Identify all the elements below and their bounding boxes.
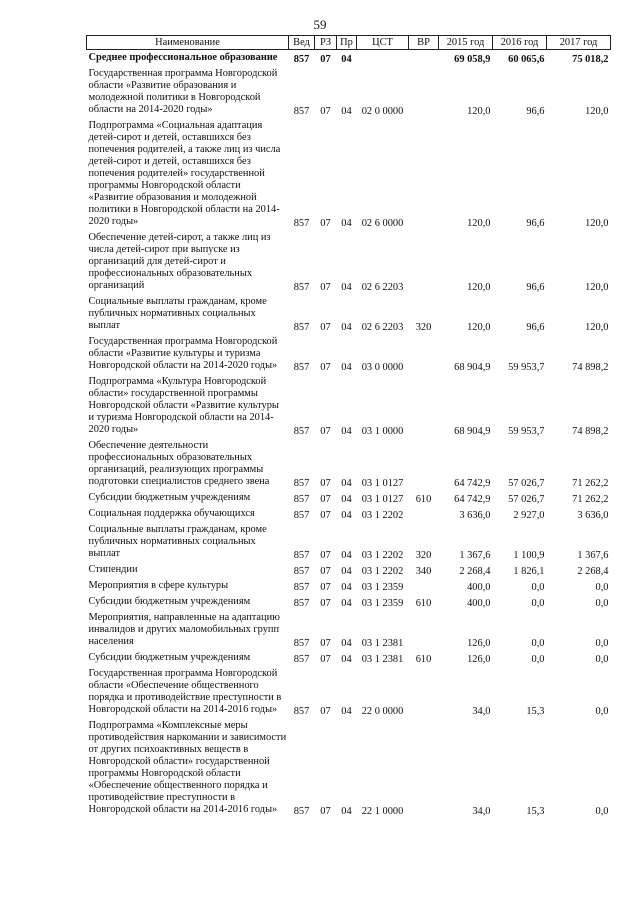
- row-value-2017: 1 367,6: [577, 550, 609, 561]
- row-rz: 07: [320, 282, 331, 293]
- row-value-2015: 126,0: [467, 654, 491, 665]
- row-value-2016: 59 953,7: [508, 426, 545, 437]
- row-name: Социальные выплаты гражданам, кроме публичных нормативных социальных выплат: [88, 524, 267, 559]
- row-value-2017: 0,0: [595, 638, 609, 649]
- row-value-2017: 0,0: [595, 654, 609, 665]
- row-value-2016: 1 100,9: [513, 550, 545, 561]
- row-ved: 857: [293, 322, 310, 333]
- table-row: [87, 294, 611, 334]
- row-value-2017: 0,0: [595, 706, 609, 717]
- row-ved: 857: [293, 54, 310, 65]
- row-ved: 857: [293, 494, 310, 505]
- row-vr: 340: [415, 566, 432, 577]
- row-value-2016: 15,3: [526, 806, 545, 817]
- row-vr: 320: [415, 550, 432, 561]
- row-pr: 04: [341, 638, 352, 649]
- row-cst: 03 1 0000: [361, 426, 404, 437]
- row-rz: 07: [320, 426, 331, 437]
- row-pr: 04: [341, 322, 352, 333]
- row-value-2017: 0,0: [595, 806, 609, 817]
- row-vr: [409, 334, 439, 374]
- row-name: Подпрограмма «Социальная адаптация детей-сирот и детей, оставшихся без попечения родителей, а также лиц из числа детей-сирот и детей, оставшихся без попечения родителей» государственной программы Новгородской области «Развитие образования и молодежной политики в Новгородской области на 2014-2020 годы»: [88, 120, 281, 227]
- budget-table: [86, 35, 611, 818]
- row-ved: 857: [293, 426, 310, 437]
- row-value-2016: 60 065,6: [508, 54, 545, 65]
- row-ved: 857: [293, 806, 310, 817]
- row-cst: 03 1 0127: [361, 494, 404, 505]
- row-name: Подпрограмма «Культура Новгородской области» государственной программы Новгородской области «Развитие культуры и туризма Новгородской области на 2014-2020 годы»: [88, 376, 279, 435]
- row-rz: 07: [320, 706, 331, 717]
- header-pr: Пр: [337, 36, 357, 50]
- header-2016: 2016 год: [493, 36, 547, 50]
- row-vr: [409, 374, 439, 438]
- row-value-2017: 3 636,0: [577, 510, 609, 521]
- row-value-2015: 64 742,9: [454, 494, 491, 505]
- row-vr: [409, 66, 439, 118]
- row-name: Субсидии бюджетным учреждениям: [88, 492, 251, 503]
- row-value-2016: 15,3: [526, 706, 545, 717]
- row-ved: 857: [293, 550, 310, 561]
- row-cst: 03 1 2359: [361, 582, 404, 593]
- row-rz: 07: [320, 510, 331, 521]
- row-rz: 07: [320, 598, 331, 609]
- row-rz: 07: [320, 322, 331, 333]
- row-name: Подпрограмма «Комплексные меры противодействия наркомании и зависимости от других психоактивных веществ в Новгородской области» государственной программы Новгородской области «Обеспечение общественного порядка и противодействие преступности в Новгородской области на 2014-2016 годы»: [88, 720, 287, 815]
- row-value-2017: 2 268,4: [577, 566, 609, 577]
- row-pr: 04: [341, 706, 352, 717]
- row-name: Субсидии бюджетным учреждениям: [88, 596, 251, 607]
- row-value-2016: 96,6: [526, 106, 545, 117]
- row-value-2016: 57 026,7: [508, 478, 545, 489]
- row-name: Социальные выплаты гражданам, кроме публичных нормативных социальных выплат: [88, 296, 267, 331]
- row-rz: 07: [320, 654, 331, 665]
- row-pr: 04: [341, 806, 352, 817]
- row-value-2015: 68 904,9: [454, 426, 491, 437]
- row-vr: [409, 506, 439, 522]
- row-value-2015: 2 268,4: [459, 566, 491, 577]
- row-vr: [409, 230, 439, 294]
- row-value-2015: 120,0: [467, 322, 491, 333]
- row-pr: 04: [341, 550, 352, 561]
- row-ved: 857: [293, 362, 310, 373]
- row-cst: 03 1 2381: [361, 654, 404, 665]
- row-vr: [409, 578, 439, 594]
- row-value-2016: 57 026,7: [508, 494, 545, 505]
- row-rz: 07: [320, 566, 331, 577]
- row-value-2017: 71 262,2: [572, 494, 609, 505]
- row-ved: 857: [293, 566, 310, 577]
- row-value-2015: 120,0: [467, 218, 491, 229]
- table-row: [87, 490, 611, 506]
- row-rz: 07: [320, 362, 331, 373]
- row-cst: 02 6 2203: [361, 282, 404, 293]
- table-row: [87, 562, 611, 578]
- row-pr: 04: [341, 426, 352, 437]
- table-row: [87, 334, 611, 374]
- table-header-row: [87, 36, 611, 50]
- row-rz: 07: [320, 218, 331, 229]
- row-vr: [409, 666, 439, 718]
- row-pr: 04: [341, 598, 352, 609]
- row-value-2016: 0,0: [531, 638, 545, 649]
- row-rz: 07: [320, 478, 331, 489]
- row-name: Обеспечение детей-сирот, а также лиц из числа детей-сирот при выпуске из организаций для детей-сирот и профессиональных образовательных организаций: [88, 232, 271, 291]
- row-name: Социальная поддержка обучающихся: [88, 508, 255, 519]
- row-value-2017: 120,0: [585, 106, 609, 117]
- row-value-2016: 96,6: [526, 282, 545, 293]
- row-rz: 07: [320, 494, 331, 505]
- row-cst: 02 6 2203: [361, 322, 404, 333]
- row-pr: 04: [341, 106, 352, 117]
- row-vr: [409, 50, 439, 67]
- row-ved: 857: [293, 654, 310, 665]
- row-value-2017: 74 898,2: [572, 426, 609, 437]
- row-value-2015: 126,0: [467, 638, 491, 649]
- row-vr: 610: [415, 494, 432, 505]
- row-value-2016: 96,6: [526, 218, 545, 229]
- row-value-2016: 0,0: [531, 598, 545, 609]
- table-row: [87, 650, 611, 666]
- row-pr: 04: [341, 54, 352, 65]
- table-row: [87, 118, 611, 230]
- row-cst: 03 1 2359: [361, 598, 404, 609]
- row-name: Государственная программа Новгородской области «Обеспечение общественного порядка и противодействие преступности в Новгородской области на 2014-2016 годы»: [88, 668, 282, 715]
- row-name: Государственная программа Новгородской области «Развитие культуры и туризма Новгородской области на 2014-2020 годы»: [88, 336, 278, 371]
- row-name: Государственная программа Новгородской области «Развитие образования и молодежной политики в Новгородской области на 2014-2020 годы»: [88, 68, 278, 115]
- row-value-2015: 120,0: [467, 106, 491, 117]
- row-pr: 04: [341, 494, 352, 505]
- row-cst: [357, 50, 409, 67]
- row-ved: 857: [293, 598, 310, 609]
- row-rz: 07: [320, 106, 331, 117]
- row-cst: 03 1 2202: [361, 510, 404, 521]
- row-value-2015: 400,0: [467, 598, 491, 609]
- table-row: [87, 594, 611, 610]
- row-value-2015: 64 742,9: [454, 478, 491, 489]
- row-value-2017: 71 262,2: [572, 478, 609, 489]
- row-vr: 610: [415, 654, 432, 665]
- row-value-2015: 68 904,9: [454, 362, 491, 373]
- page-number: 59: [313, 17, 327, 32]
- row-rz: 07: [320, 54, 331, 65]
- row-pr: 04: [341, 218, 352, 229]
- table-row: [87, 66, 611, 118]
- row-value-2016: 1 826,1: [513, 566, 545, 577]
- row-cst: 03 1 2202: [361, 566, 404, 577]
- row-value-2015: 3 636,0: [459, 510, 491, 521]
- row-pr: 04: [341, 282, 352, 293]
- table-row: [87, 438, 611, 490]
- row-rz: 07: [320, 806, 331, 817]
- row-cst: 03 1 0127: [361, 478, 404, 489]
- header-ved: Вед: [289, 36, 315, 50]
- row-name: Среднее профессиональное образование: [88, 52, 278, 63]
- row-vr: 610: [415, 598, 432, 609]
- row-ved: 857: [293, 582, 310, 593]
- row-ved: 857: [293, 706, 310, 717]
- row-cst: 02 6 0000: [361, 218, 404, 229]
- row-pr: 04: [341, 566, 352, 577]
- row-name: Субсидии бюджетным учреждениям: [88, 652, 251, 663]
- row-ved: 857: [293, 282, 310, 293]
- row-value-2015: 69 058,9: [454, 54, 491, 65]
- row-ved: 857: [293, 218, 310, 229]
- header-2017: 2017 год: [547, 36, 611, 50]
- row-name: Мероприятия в сфере культуры: [88, 580, 229, 591]
- row-value-2016: 96,6: [526, 322, 545, 333]
- row-value-2015: 120,0: [467, 282, 491, 293]
- row-vr: 320: [415, 322, 432, 333]
- row-value-2015: 34,0: [472, 706, 491, 717]
- row-value-2015: 400,0: [467, 582, 491, 593]
- row-value-2017: 120,0: [585, 322, 609, 333]
- table-row: [87, 374, 611, 438]
- row-value-2017: 0,0: [595, 582, 609, 593]
- row-value-2017: 0,0: [595, 598, 609, 609]
- row-ved: 857: [293, 106, 310, 117]
- row-vr: [409, 610, 439, 650]
- table-row: [87, 718, 611, 818]
- row-pr: 04: [341, 510, 352, 521]
- row-cst: 03 1 2381: [361, 638, 404, 649]
- row-cst: 03 0 0000: [361, 362, 404, 373]
- row-ved: 857: [293, 478, 310, 489]
- row-name: Обеспечение деятельности профессиональных образовательных организаций, реализующих программы подготовки специалистов среднего звена: [88, 440, 270, 487]
- row-pr: 04: [341, 654, 352, 665]
- row-vr: [409, 718, 439, 818]
- row-cst: 02 0 0000: [361, 106, 404, 117]
- row-value-2016: 0,0: [531, 582, 545, 593]
- table-row: [87, 50, 611, 67]
- table-row: [87, 578, 611, 594]
- row-value-2017: 74 898,2: [572, 362, 609, 373]
- row-ved: 857: [293, 638, 310, 649]
- row-value-2015: 34,0: [472, 806, 491, 817]
- row-rz: 07: [320, 638, 331, 649]
- row-value-2016: 2 927,0: [513, 510, 545, 521]
- header-rz: РЗ: [315, 36, 337, 50]
- row-rz: 07: [320, 582, 331, 593]
- header-name: Наименование: [87, 36, 289, 50]
- row-value-2016: 59 953,7: [508, 362, 545, 373]
- row-value-2017: 75 018,2: [572, 54, 609, 65]
- row-pr: 04: [341, 362, 352, 373]
- row-cst: 22 0 0000: [361, 706, 404, 717]
- row-pr: 04: [341, 582, 352, 593]
- row-cst: 22 1 0000: [361, 806, 404, 817]
- row-pr: 04: [341, 478, 352, 489]
- row-vr: [409, 118, 439, 230]
- row-ved: 857: [293, 510, 310, 521]
- row-name: Стипендии: [88, 564, 138, 575]
- header-cst: ЦСТ: [357, 36, 409, 50]
- row-vr: [409, 438, 439, 490]
- row-name: Мероприятия, направленные на адаптацию инвалидов и других маломобильных групп населения: [88, 612, 280, 647]
- row-value-2015: 1 367,6: [459, 550, 491, 561]
- table-row: [87, 610, 611, 650]
- header-vr: ВР: [409, 36, 439, 50]
- row-rz: 07: [320, 550, 331, 561]
- row-value-2017: 120,0: [585, 218, 609, 229]
- row-value-2017: 120,0: [585, 282, 609, 293]
- table-row: [87, 666, 611, 718]
- table-row: [87, 230, 611, 294]
- header-2015: 2015 год: [439, 36, 493, 50]
- table-row: [87, 506, 611, 522]
- row-cst: 03 1 2202: [361, 550, 404, 561]
- table-row: [87, 522, 611, 562]
- row-value-2016: 0,0: [531, 654, 545, 665]
